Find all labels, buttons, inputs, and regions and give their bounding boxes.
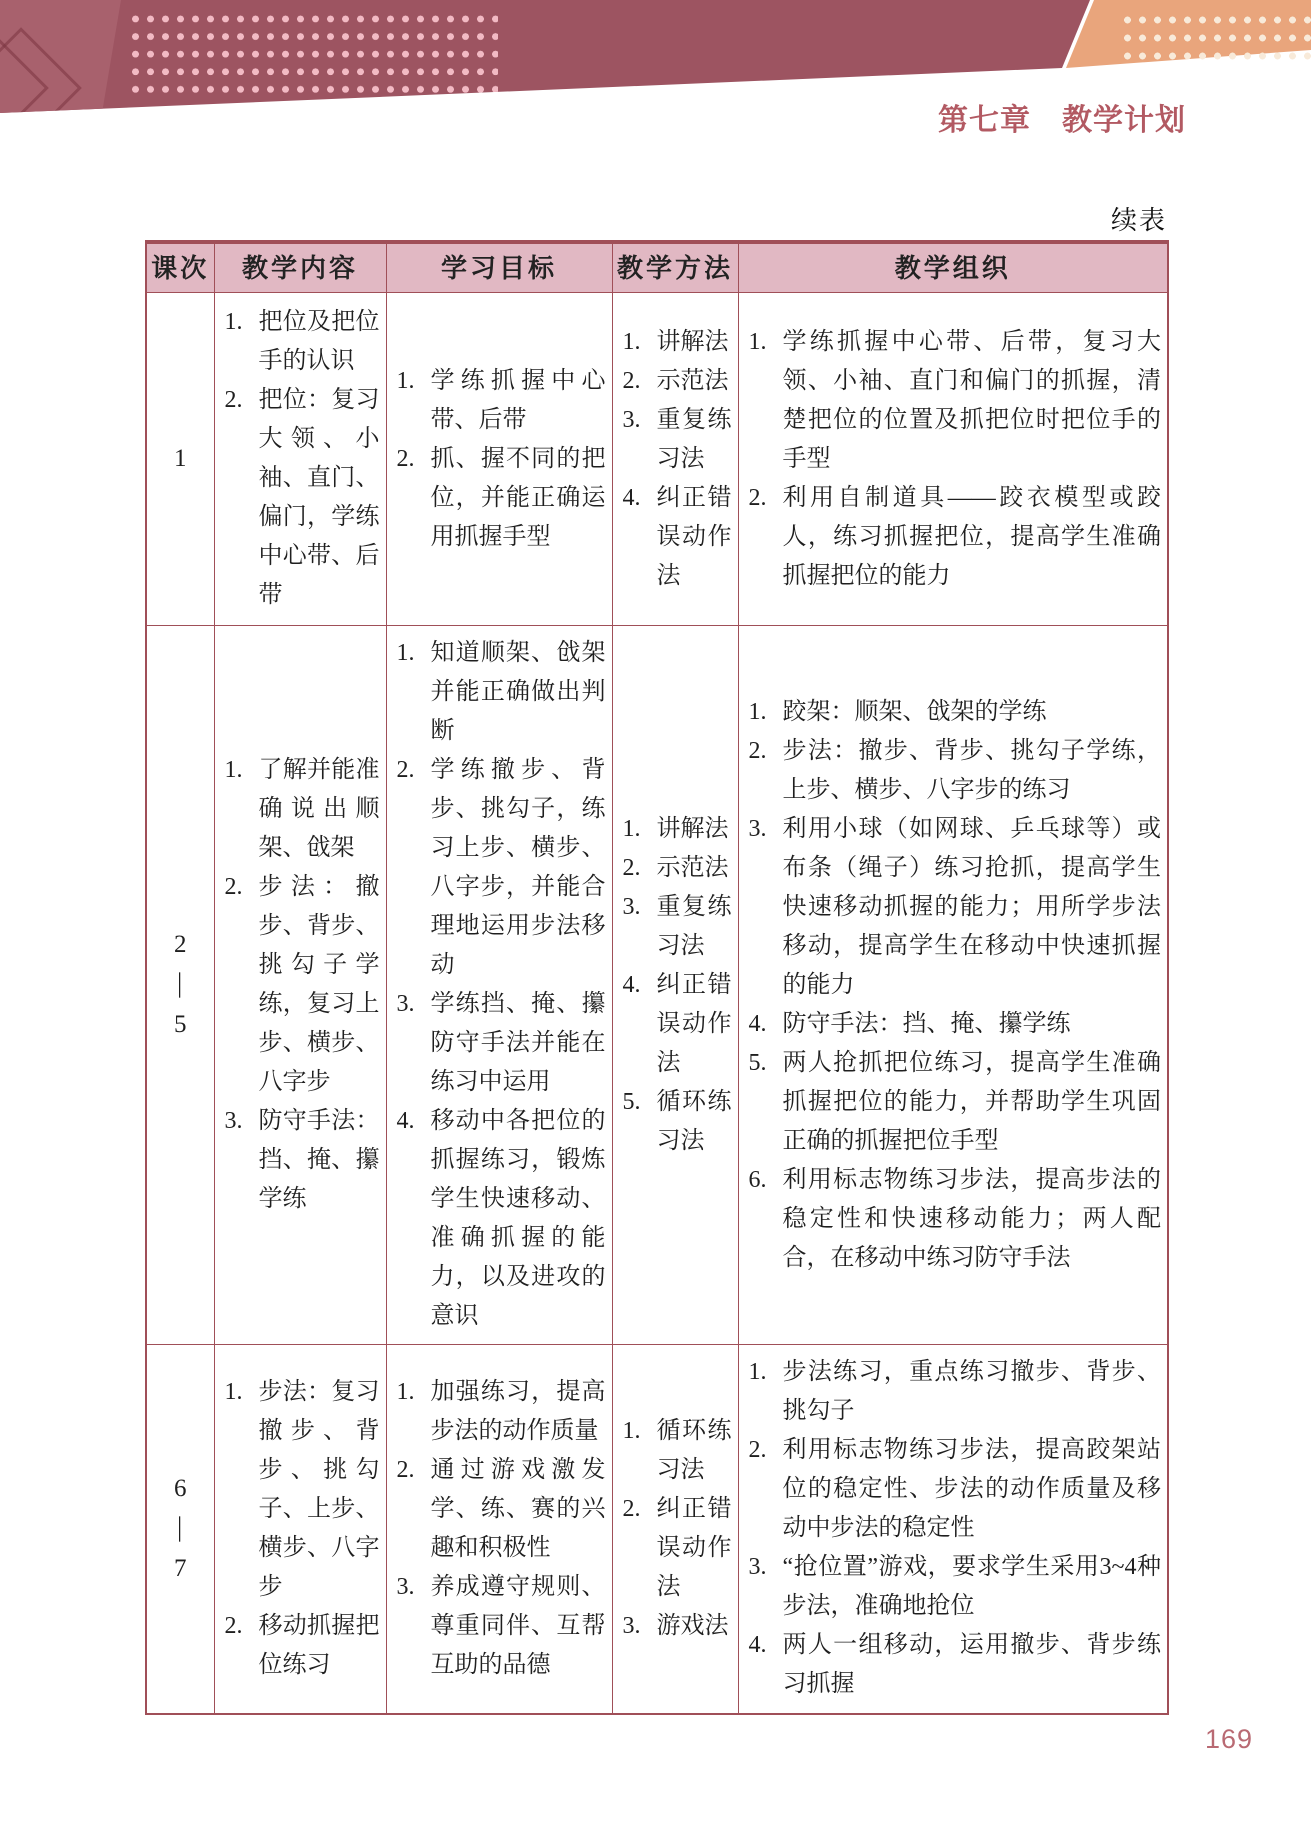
list-item-number: 2. [748,484,767,511]
list-item [623,1490,732,1607]
list-item-number: 2. [748,1437,767,1464]
list-item [397,1102,606,1336]
page-number: 169 [1205,1724,1254,1754]
list-item-text: 示范法 [656,367,729,394]
list-item-text: 移动中各把位的抓握练习，锻炼学生快速移动、准确抓握的能力，以及进攻的意识 [430,1108,606,1329]
lesson-number-line: 2 [174,931,187,958]
list-item-number: 2. [224,1612,243,1639]
list-item [749,323,1162,479]
list-item-number: 1. [224,309,243,335]
list-item-text: 加强练习，提高步法的动作质量 [430,1378,606,1444]
list-item [623,479,732,596]
list-item-number: 3. [224,1108,243,1134]
lesson-number-line: — [167,1516,195,1542]
list-item-number: 4. [748,1632,767,1659]
list-item [397,1568,606,1685]
list-item-number: 2. [396,757,415,783]
list-item-text: 纠正错误动作法 [656,484,732,589]
header-cell-content: 教学内容 [214,242,386,293]
list-item [623,323,732,362]
list-item [623,888,732,966]
list-item [623,1607,732,1646]
list-item-number: 1. [622,1417,641,1444]
list-item-text: 示范法 [656,854,729,881]
list-item [749,732,1162,810]
objectives-cell [386,1345,612,1714]
list-item-text: 重复练习法 [656,893,732,959]
list-item-number: 5. [622,1088,641,1115]
list-item-text: 把位：复习大领、小袖、直门、偏门，学练中心带、后带 [258,387,380,608]
list-item [225,381,380,615]
list-item [623,849,732,888]
list-item-number: 3. [396,1573,415,1600]
list-item [749,1005,1162,1044]
list-item [397,985,606,1102]
list-item-text: 学练撤步、背步、挑勾子，练习上步、横步、八字步，并能合理地运用步法移动 [430,757,606,978]
list-item [623,401,732,479]
lesson-number-line: 5 [174,1011,187,1038]
list-item [397,440,606,557]
list-item-number: 3. [748,815,767,842]
organization-cell [738,626,1168,1345]
list-item-text: 循环练习法 [656,1088,732,1154]
list-item-text: 利用小球（如网球、乒乓球等）或布条（绳子）练习抢抓，提高学生快速移动抓握的能力；用所学步法移动，提高学生在移动中快速抓握的能力 [782,815,1161,998]
list-item [623,1083,732,1161]
list-item [225,303,380,381]
list-item-number: 1. [396,367,415,394]
content-cell [214,626,386,1345]
lesson-cell [146,293,214,626]
list-item-text: 防守手法：挡、掩、攥学练 [258,1108,380,1212]
list-item-number: 2. [396,1456,415,1483]
objectives-cell [386,626,612,1345]
list-item-text: 步法：撤步、背步、挑勾子学练，上步、横步、八字步的练习 [782,737,1161,803]
list-item [749,810,1162,1005]
methods-cell [612,1345,738,1714]
continued-table-label: 续表 [1110,206,1167,235]
list-item [397,1373,606,1451]
list-item [623,362,732,401]
list-item-text: 抓、握不同的把位，并能正确运用抓握手型 [430,445,606,550]
list-item [749,1044,1162,1161]
list-item [397,362,606,440]
lesson-cell [146,626,214,1345]
list-item-number: 1. [748,328,767,355]
teaching-plan-table [145,240,1169,1715]
list-item-number: 2. [224,874,243,900]
list-item-text: 步法：复习撤步、背步、挑勾子、上步、横步、八字步 [258,1378,380,1600]
list-item-text: 跤架：顺架、戗架的学练 [782,698,1047,725]
list-item-text: 纠正错误动作法 [656,1495,732,1600]
list-item [225,1373,380,1607]
list-item-text: 学练挡、掩、攥防守手法并能在练习中运用 [430,991,606,1095]
list-item [749,693,1162,732]
list-item-text: 学练抓握中心带、后带，复习大领、小袖、直门和偏门的抓握，清楚把位的位置及抓把位时把位手的手型 [782,328,1161,472]
list-item-text: 纠正错误动作法 [656,971,732,1076]
list-item-text: 利用标志物练习步法，提高跤架站位的稳定性、步法的动作质量及移动中步法的稳定性 [782,1437,1161,1542]
list-item-text: 移动抓握把位练习 [258,1612,380,1678]
header-cell-objectives: 学习目标 [386,242,612,293]
table-row [146,1345,1168,1714]
lesson-number-line: 7 [174,1554,187,1582]
list-item-text: 两人一组移动，运用撤步、背步练习抓握 [782,1632,1161,1698]
organization-cell [738,293,1168,626]
list-item [397,1451,606,1568]
list-item-text: 学练抓握中心带、后带 [430,367,606,433]
list-item [749,479,1162,596]
list-item-text: 通过游戏激发学、练、赛的兴趣和积极性 [430,1456,606,1561]
list-item-number: 1. [224,1378,243,1405]
list-item-number: 1. [622,815,641,842]
list-item-number: 6. [748,1166,767,1193]
list-item [749,1626,1162,1704]
list-item [225,868,380,1102]
list-item-number: 3. [396,991,415,1017]
header-cell-lesson: 课次 [146,242,214,293]
pink-dots-pattern [128,10,498,97]
list-item-text: 防守手法：挡、掩、攥学练 [782,1010,1071,1037]
header-cell-methods: 教学方法 [612,242,738,293]
list-item-number: 3. [622,1612,641,1639]
table-header-row [146,242,1168,293]
list-item-number: 4. [396,1108,415,1134]
list-item-text: 把位及把位手的认识 [258,309,380,374]
list-item-number: 2. [224,387,243,413]
list-item-text: 讲解法 [656,815,729,842]
list-item-number: 1. [748,698,767,725]
lesson-cell [146,1345,214,1714]
lesson-number-line: — [167,972,195,998]
list-item [623,810,732,849]
list-item-number: 3. [622,893,641,920]
organization-cell [738,1345,1168,1714]
list-item-number: 4. [622,484,641,511]
list-item [749,1431,1162,1548]
list-item-number: 3. [748,1554,767,1581]
list-item-number: 2. [622,854,641,881]
list-item [623,966,732,1083]
list-item-text: 步法练习，重点练习撤步、背步、挑勾子 [782,1359,1161,1425]
list-item [225,1607,380,1685]
content-cell [214,293,386,626]
list-item-number: 4. [622,971,641,998]
list-item-text: 养成遵守规则、尊重同伴、互帮互助的品德 [430,1573,606,1678]
list-item [749,1548,1162,1626]
list-item [749,1353,1162,1431]
chevron-icon [0,27,82,149]
chapter-title: 第七章 教学计划 [938,104,1186,137]
list-item-number: 1. [396,640,415,666]
objectives-cell [386,293,612,626]
list-item-number: 2. [396,445,415,472]
list-item [225,1102,380,1219]
list-item-number: 2. [622,1495,641,1522]
list-item-text: 知道顺架、戗架并能正确做出判断 [430,640,606,744]
list-item [749,1161,1162,1278]
list-item-number: 1. [224,757,243,783]
header-cell-organization: 教学组织 [738,242,1168,293]
list-item-text: 循环练习法 [656,1417,732,1483]
orange-dots-pattern [1120,11,1311,65]
methods-cell [612,293,738,626]
table-row [146,626,1168,1345]
list-item-text: “抢位置”游戏，要求学生采用3~4种步法，准确地抢位 [782,1554,1161,1620]
methods-cell [612,626,738,1345]
list-item-number: 1. [622,328,641,355]
list-item-number: 3. [622,406,641,433]
list-item-text: 重复练习法 [656,406,732,472]
list-item-text: 利用自制道具——跤衣模型或跤人，练习抓握把位，提高学生准确抓握把位的能力 [782,484,1161,589]
lesson-number-line: 1 [174,445,187,472]
list-item-number: 1. [396,1378,415,1405]
list-item [225,751,380,868]
list-item-number: 2. [748,737,767,764]
list-item-text: 利用标志物练习步法，提高步法的稳定性和快速移动能力；两人配合，在移动中练习防守手法 [782,1166,1161,1271]
list-item [623,1412,732,1490]
list-item-number: 4. [748,1010,767,1037]
list-item-text: 两人抢抓把位练习，提高学生准确抓握把位的能力，并帮助学生巩固正确的抓握把位手型 [782,1049,1161,1154]
list-item [397,634,606,751]
list-item-text: 讲解法 [656,328,729,355]
lesson-number-line: 6 [174,1474,187,1502]
list-item-number: 5. [748,1049,767,1076]
content-cell [214,1345,386,1714]
list-item-number: 2. [622,367,641,394]
list-item-number: 1. [748,1359,767,1386]
list-item-text: 游戏法 [656,1612,729,1639]
list-item-text: 了解并能准确说出顺架、戗架 [258,757,380,861]
list-item-text: 步法：撤步、背步、挑勾子学练，复习上步、横步、八字步 [258,874,380,1095]
table-row [146,293,1168,626]
table-body [146,293,1168,1714]
list-item [397,751,606,985]
